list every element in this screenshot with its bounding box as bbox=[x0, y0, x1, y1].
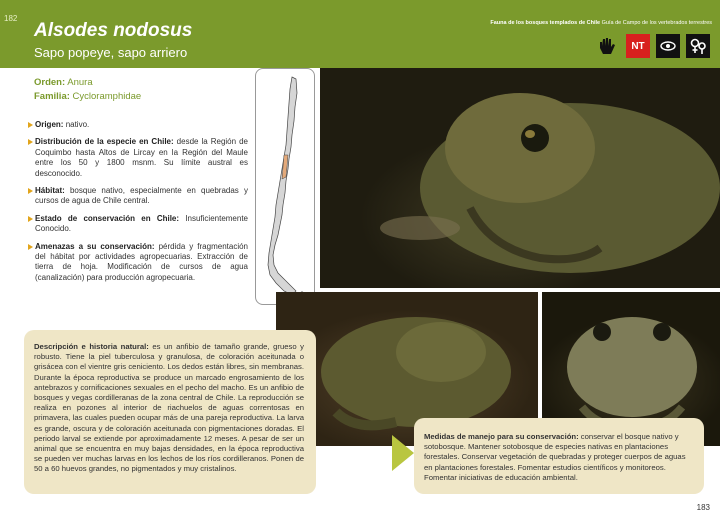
fact-text: desde la Región de Coquimbo hasta Altos de Lircay en la Región del Maule entre los 50 y 1800 msnm. Su límite austral es desconocido. bbox=[35, 137, 248, 178]
fact-origen bbox=[28, 120, 248, 130]
description-label: Descripción e historia natural: bbox=[34, 342, 149, 351]
common-names: Sapo popeye, sapo arriero bbox=[34, 45, 188, 60]
fact-label: Distribución de la especie en Chile: bbox=[35, 137, 174, 147]
sex-icon bbox=[686, 34, 710, 58]
status-badges bbox=[596, 34, 710, 58]
management-label: Medidas de manejo para su conservación: bbox=[424, 432, 579, 441]
page-number-top: 182 bbox=[4, 14, 18, 23]
fact-estado bbox=[28, 214, 248, 235]
fact-label: Estado de conservación en Chile: bbox=[35, 213, 180, 223]
familia-label: Familia: bbox=[34, 91, 70, 102]
header-band bbox=[0, 0, 720, 68]
fact-text: bosque nativo, especialmente en quebradas y cursos de agua de Chile central. bbox=[35, 186, 248, 206]
fact-text: nativo. bbox=[65, 120, 90, 129]
description-box bbox=[24, 330, 316, 494]
fact-distribucion bbox=[28, 137, 248, 179]
familia-value: Cycloramphidae bbox=[72, 91, 142, 102]
fact-habitat bbox=[28, 186, 248, 207]
orden-label: Orden: bbox=[34, 77, 66, 88]
series-title-bold: Fauna de los bosques templados de Chile bbox=[490, 20, 601, 26]
taxonomy bbox=[34, 76, 141, 104]
fact-label: Hábitat: bbox=[35, 186, 65, 196]
fact-label: Origen: bbox=[35, 120, 64, 129]
orden-value: Anura bbox=[67, 77, 93, 88]
chile-map-graphic bbox=[256, 69, 314, 304]
species-facts bbox=[28, 120, 248, 290]
fact-amenazas bbox=[28, 242, 248, 284]
nt-status-badge: NT bbox=[626, 34, 650, 58]
species-title: Alsodes nodosus bbox=[34, 20, 193, 41]
series-title-rest: Guía de Campo de los vertebrados terrestres bbox=[600, 20, 712, 26]
hand-icon bbox=[596, 34, 620, 58]
management-box bbox=[414, 418, 704, 494]
page-number-bottom: 183 bbox=[696, 503, 710, 512]
fact-text: Insuficientemente Conocido. bbox=[35, 213, 248, 234]
distribution-map bbox=[255, 68, 315, 305]
series-title bbox=[490, 20, 712, 26]
familia-row bbox=[34, 90, 141, 104]
description-text: es un anfibio de tamaño grande, grueso y robusto. Tiene la piel tuberculosa y granulosa, de coloración aceitunada o grisácea con el vientre gris ceniciento. Los dedos están libres, sin membranas. Durante la época reproductiva se produce un marcado engrosamiento de los antebrazos y cornificaciones sexuales en el pecho del macho. Es un anfibio de bosques y vegas cordilleranas de la zona central de Chile. La reproducción se realiza en pozones al interior de riachuelos de aguas correntosas en primavera, las cuales pueden ocupar más de una pareja reproductiva. La larva es grande, oscura y de coloración aceitunada con pigmentaciones doradas. El periodo larval se extiende por aproximadamente 12 meses. A pesar de ser un animal que se encuentra en muy bajas densidades, en la época reproductiva se pueden ver muchas larvas en los lechos de los ríos cordilleranos. Ponen de 50 a 60 huevos grandes, no pigmentados y muy cristalinos. bbox=[34, 342, 304, 474]
fact-text: pérdida y fragmentación del hábitat por actividades agropecuarias. Extracción de tierra de hoja. Modificación de cursos de agua (canalización) para producción agropecuaria. bbox=[35, 241, 248, 282]
eye-icon bbox=[656, 34, 680, 58]
chevron-right-icon bbox=[392, 435, 414, 471]
management-text: conservar el bosque nativo y sotobosque. Mantener sotobosque de especies nativas en plantaciones forestales. Conservar vegetación de quebradas y proteger cuerpos de aguas en plantaciones forestales. Fomentar estudios científicos y monitoreos. Fomentar iniciativas de educación ambiental. bbox=[424, 432, 686, 482]
orden-row bbox=[34, 76, 141, 90]
fact-label: Amenazas a su conservación: bbox=[35, 241, 155, 251]
frog-photo-main bbox=[320, 68, 720, 288]
